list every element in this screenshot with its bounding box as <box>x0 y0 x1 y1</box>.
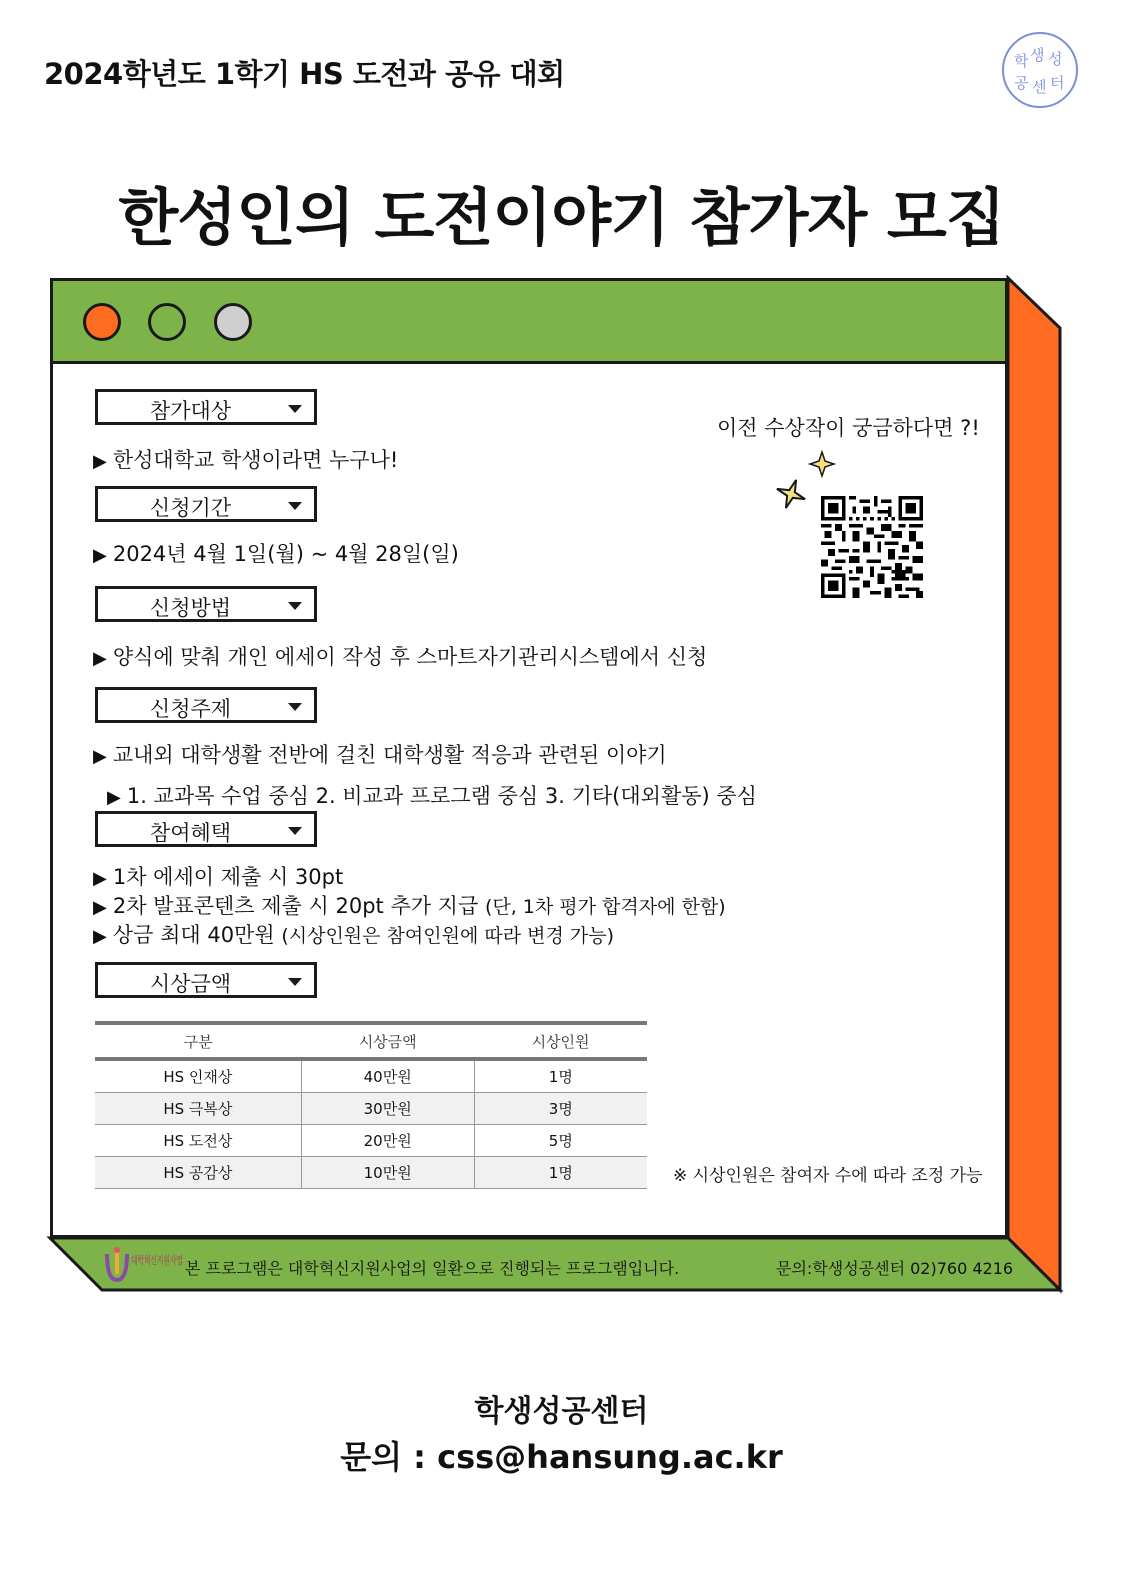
table-header: 구분 <box>95 1023 301 1059</box>
table-row: HS 공감상 10만원 1명 <box>95 1157 647 1189</box>
logo-char-6: 터 <box>1050 74 1065 92</box>
logo-char-2: 생 <box>1030 46 1045 64</box>
logo-char-4: 공 <box>1014 74 1029 92</box>
window-maximize-dot <box>214 303 252 341</box>
topic-line-1: ▶ 교내외 대학생활 전반에 걸친 대학생활 적응과 관련된 이야기 <box>93 743 667 767</box>
organization-name: 학생성공센터 <box>474 1394 649 1429</box>
logo-char-1: 학 <box>1014 52 1029 70</box>
window-titlebar <box>53 281 1005 364</box>
university-innovation-logo <box>103 1246 217 1286</box>
table-row: HS 인재상 40만원 1명 <box>95 1059 647 1093</box>
table-header: 시상인원 <box>474 1023 647 1059</box>
qr-code[interactable] <box>821 496 923 598</box>
qr-caption: 이전 수상작이 궁금하다면 ?! <box>717 416 980 440</box>
footer-contact: 문의:학생성공센터 02)760 4216 <box>776 1259 1014 1278</box>
dropdown-arrow-icon <box>288 602 302 610</box>
page-title: 한성인의 도전이야기 참가자 모집 <box>118 181 1005 254</box>
logo-caption: 대학혁신지원사업 <box>131 1254 217 1267</box>
contact-email[interactable]: 문의 : css@hansung.ac.kr <box>340 1438 783 1476</box>
prize-note: ※ 시상인원은 참여자 수에 따라 조정 가능 <box>673 1166 983 1186</box>
sparkle-icon <box>809 451 835 477</box>
table-row: HS 도전상 20만원 5명 <box>95 1125 647 1157</box>
sparkle-icon <box>775 478 807 510</box>
section-label-method: 신청방법 <box>95 586 317 622</box>
logo-char-3: 성 <box>1048 50 1063 68</box>
table-header-row <box>95 1023 647 1059</box>
target-line: ▶ 한성대학교 학생이라면 누구나! <box>93 448 399 472</box>
section-label-topic: 신청주제 <box>95 687 317 723</box>
logo-char-5: 센 <box>1032 78 1047 96</box>
table-row: HS 극복상 30만원 3명 <box>95 1093 647 1125</box>
window-close-dot <box>83 303 121 341</box>
dropdown-arrow-icon <box>288 405 302 413</box>
dropdown-arrow-icon <box>288 703 302 711</box>
window-minimize-dot <box>148 303 186 341</box>
event-subtitle: 2024학년도 1학기 HS 도전과 공유 대회 <box>44 57 565 91</box>
benefit-line-2: ▶ 2차 발표콘텐츠 제출 시 20pt 추가 지급 (단, 1차 평가 합격자에 한함) <box>93 894 726 918</box>
method-line: ▶ 양식에 맞춰 개인 에세이 작성 후 스마트자기관리시스템에서 신청 <box>93 645 708 669</box>
prize-table <box>95 1021 647 1189</box>
benefit-line-1: ▶ 1차 에세이 제출 시 30pt <box>93 865 344 889</box>
benefit-line-3: ▶ 상금 최대 40만원 (시상인원은 참여인원에 따라 변경 가능) <box>93 923 614 947</box>
dropdown-arrow-icon <box>288 502 302 510</box>
program-notice: 본 프로그램은 대학혁신지원사업의 일환으로 진행되는 프로그램입니다. <box>185 1259 680 1278</box>
dropdown-arrow-icon <box>288 827 302 835</box>
browser-window <box>50 278 1008 1238</box>
period-line: ▶ 2024년 4월 1일(월) ~ 4월 28일(일) <box>93 542 459 566</box>
table-header: 시상금액 <box>301 1023 474 1059</box>
dropdown-arrow-icon <box>288 978 302 986</box>
section-label-prize: 시상금액 <box>95 962 317 998</box>
section-label-target: 참가대상 <box>95 389 317 425</box>
topic-line-2: ▶ 1. 교과목 수업 중심 2. 비교과 프로그램 중심 3. 기타(대외활동) 중심 <box>107 784 757 808</box>
section-label-benefit: 참여혜택 <box>95 811 317 847</box>
section-label-period: 신청기간 <box>95 486 317 522</box>
